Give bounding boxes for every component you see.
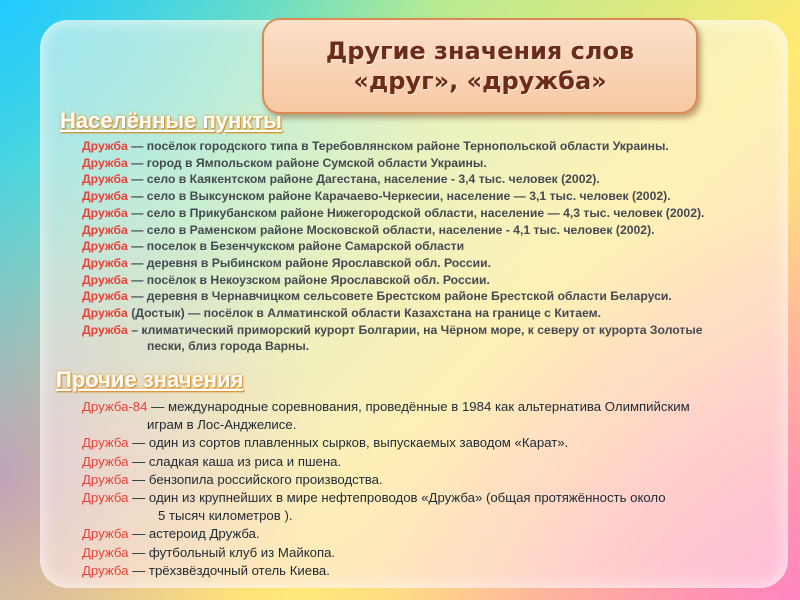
keyword: Дружба [82, 526, 129, 542]
list-item [82, 471, 786, 489]
section-heading-places: Населённые пункты [60, 108, 282, 133]
list-item [82, 453, 786, 471]
keyword: Дружба [82, 272, 128, 287]
list-item [82, 434, 786, 452]
item-text: — село в Раменском районе Московской области, население - 4,1 тыс. человек (2002). [127, 222, 655, 237]
list-item [82, 322, 782, 355]
list-item [82, 525, 786, 543]
list-item [82, 205, 782, 222]
list-item [82, 562, 786, 580]
item-text: — деревня в Рыбинском районе Ярославской обл. России. [127, 255, 492, 270]
keyword: Дружба [82, 189, 128, 204]
title-line-1: Другие значения слов [325, 37, 635, 65]
item-text: — село в Выксунском районе Карачаево-Черкесии, население — 3,1 тыс. человек (2002). [127, 189, 671, 204]
keyword: Дружба [82, 306, 128, 321]
list-item [82, 544, 786, 562]
list-item [82, 305, 782, 322]
keyword: Дружба [82, 289, 128, 304]
item-text: — город в Ямпольском районе Сумской области Украины. [127, 155, 487, 170]
list-item [82, 171, 782, 188]
item-text: – климатический приморский курорт Болгарии, на Чёрном море, к северу от курорта Золотые [127, 322, 703, 337]
keyword: Дружба [82, 172, 128, 187]
item-text: — один из крупнейших в мире нефтепроводов «Дружба» (общая протяжённость около [128, 490, 666, 506]
list-item [82, 238, 782, 255]
section-heading-other: Прочие значения [56, 367, 244, 392]
item-text-continuation: 5 тысяч километров ). [158, 508, 293, 524]
keyword: Дружба [82, 155, 128, 170]
item-text: — поселок в Безенчукском районе Самарской области [127, 239, 465, 254]
item-text: — деревня в Чернавчицком сельсовете Брестском районе Брестской области Беларуси. [127, 289, 672, 304]
keyword: Дружба [82, 562, 129, 578]
item-text: — сладкая каша из риса и пшена. [128, 453, 342, 469]
keyword: Дружба [82, 435, 129, 451]
list-item [82, 272, 782, 289]
item-text: — село в Каякентском районе Дагестана, население - 3,4 тыс. человек (2002). [127, 172, 600, 187]
list-item [82, 222, 782, 239]
title-line-2: «друг», «дружба» [353, 67, 607, 95]
item-text: — один из сортов плавленных сырков, выпускаемых заводом «Карат». [128, 435, 569, 451]
keyword: Дружба [82, 239, 128, 254]
item-text-continuation: играм в Лос-Анджелисе. [147, 417, 297, 433]
title-box [262, 18, 698, 114]
item-text: — футбольный клуб из Майкопа. [128, 544, 336, 560]
item-text: — посёлок в Некоузском районе Ярославской обл. России. [127, 272, 490, 287]
list-item [82, 398, 786, 434]
keyword: Дружба [82, 255, 128, 270]
item-text: — трёхзвёздочный отель Киева. [128, 562, 330, 578]
keyword: Дружба [82, 322, 128, 337]
item-text: — посёлок городского типа в Теребовлянском районе Тернопольской области Украины. [127, 139, 669, 153]
item-text: — международные соревнования, проведённые в 1984 как альтернатива Олимпийским [147, 399, 690, 414]
other-list [82, 398, 786, 580]
list-item [82, 288, 782, 305]
keyword: Дружба [82, 222, 128, 237]
list-item [82, 489, 786, 525]
keyword: Дружба [82, 453, 129, 469]
item-text: — астероид Дружба. [128, 526, 260, 542]
places-list [82, 138, 782, 355]
keyword: Дружба-84 [82, 399, 148, 414]
keyword: Дружба [82, 205, 128, 220]
item-text: — бензопила российского производства. [128, 471, 383, 487]
item-text: (Достык) — посёлок в Алматинской области Казахстана на границе с Китаем. [127, 306, 602, 321]
list-item [82, 188, 782, 205]
keyword: Дружба [82, 490, 129, 506]
list-item [82, 155, 782, 172]
keyword: Дружба [82, 471, 129, 487]
item-text-continuation: пески, близ города Варны. [147, 339, 310, 354]
list-item [82, 138, 782, 155]
item-text: — село в Прикубанском районе Нижегородской области, население — 4,3 тыс. человек (2002). [127, 205, 705, 220]
list-item [82, 255, 782, 272]
keyword: Дружба [82, 544, 129, 560]
keyword: Дружба [82, 139, 128, 153]
